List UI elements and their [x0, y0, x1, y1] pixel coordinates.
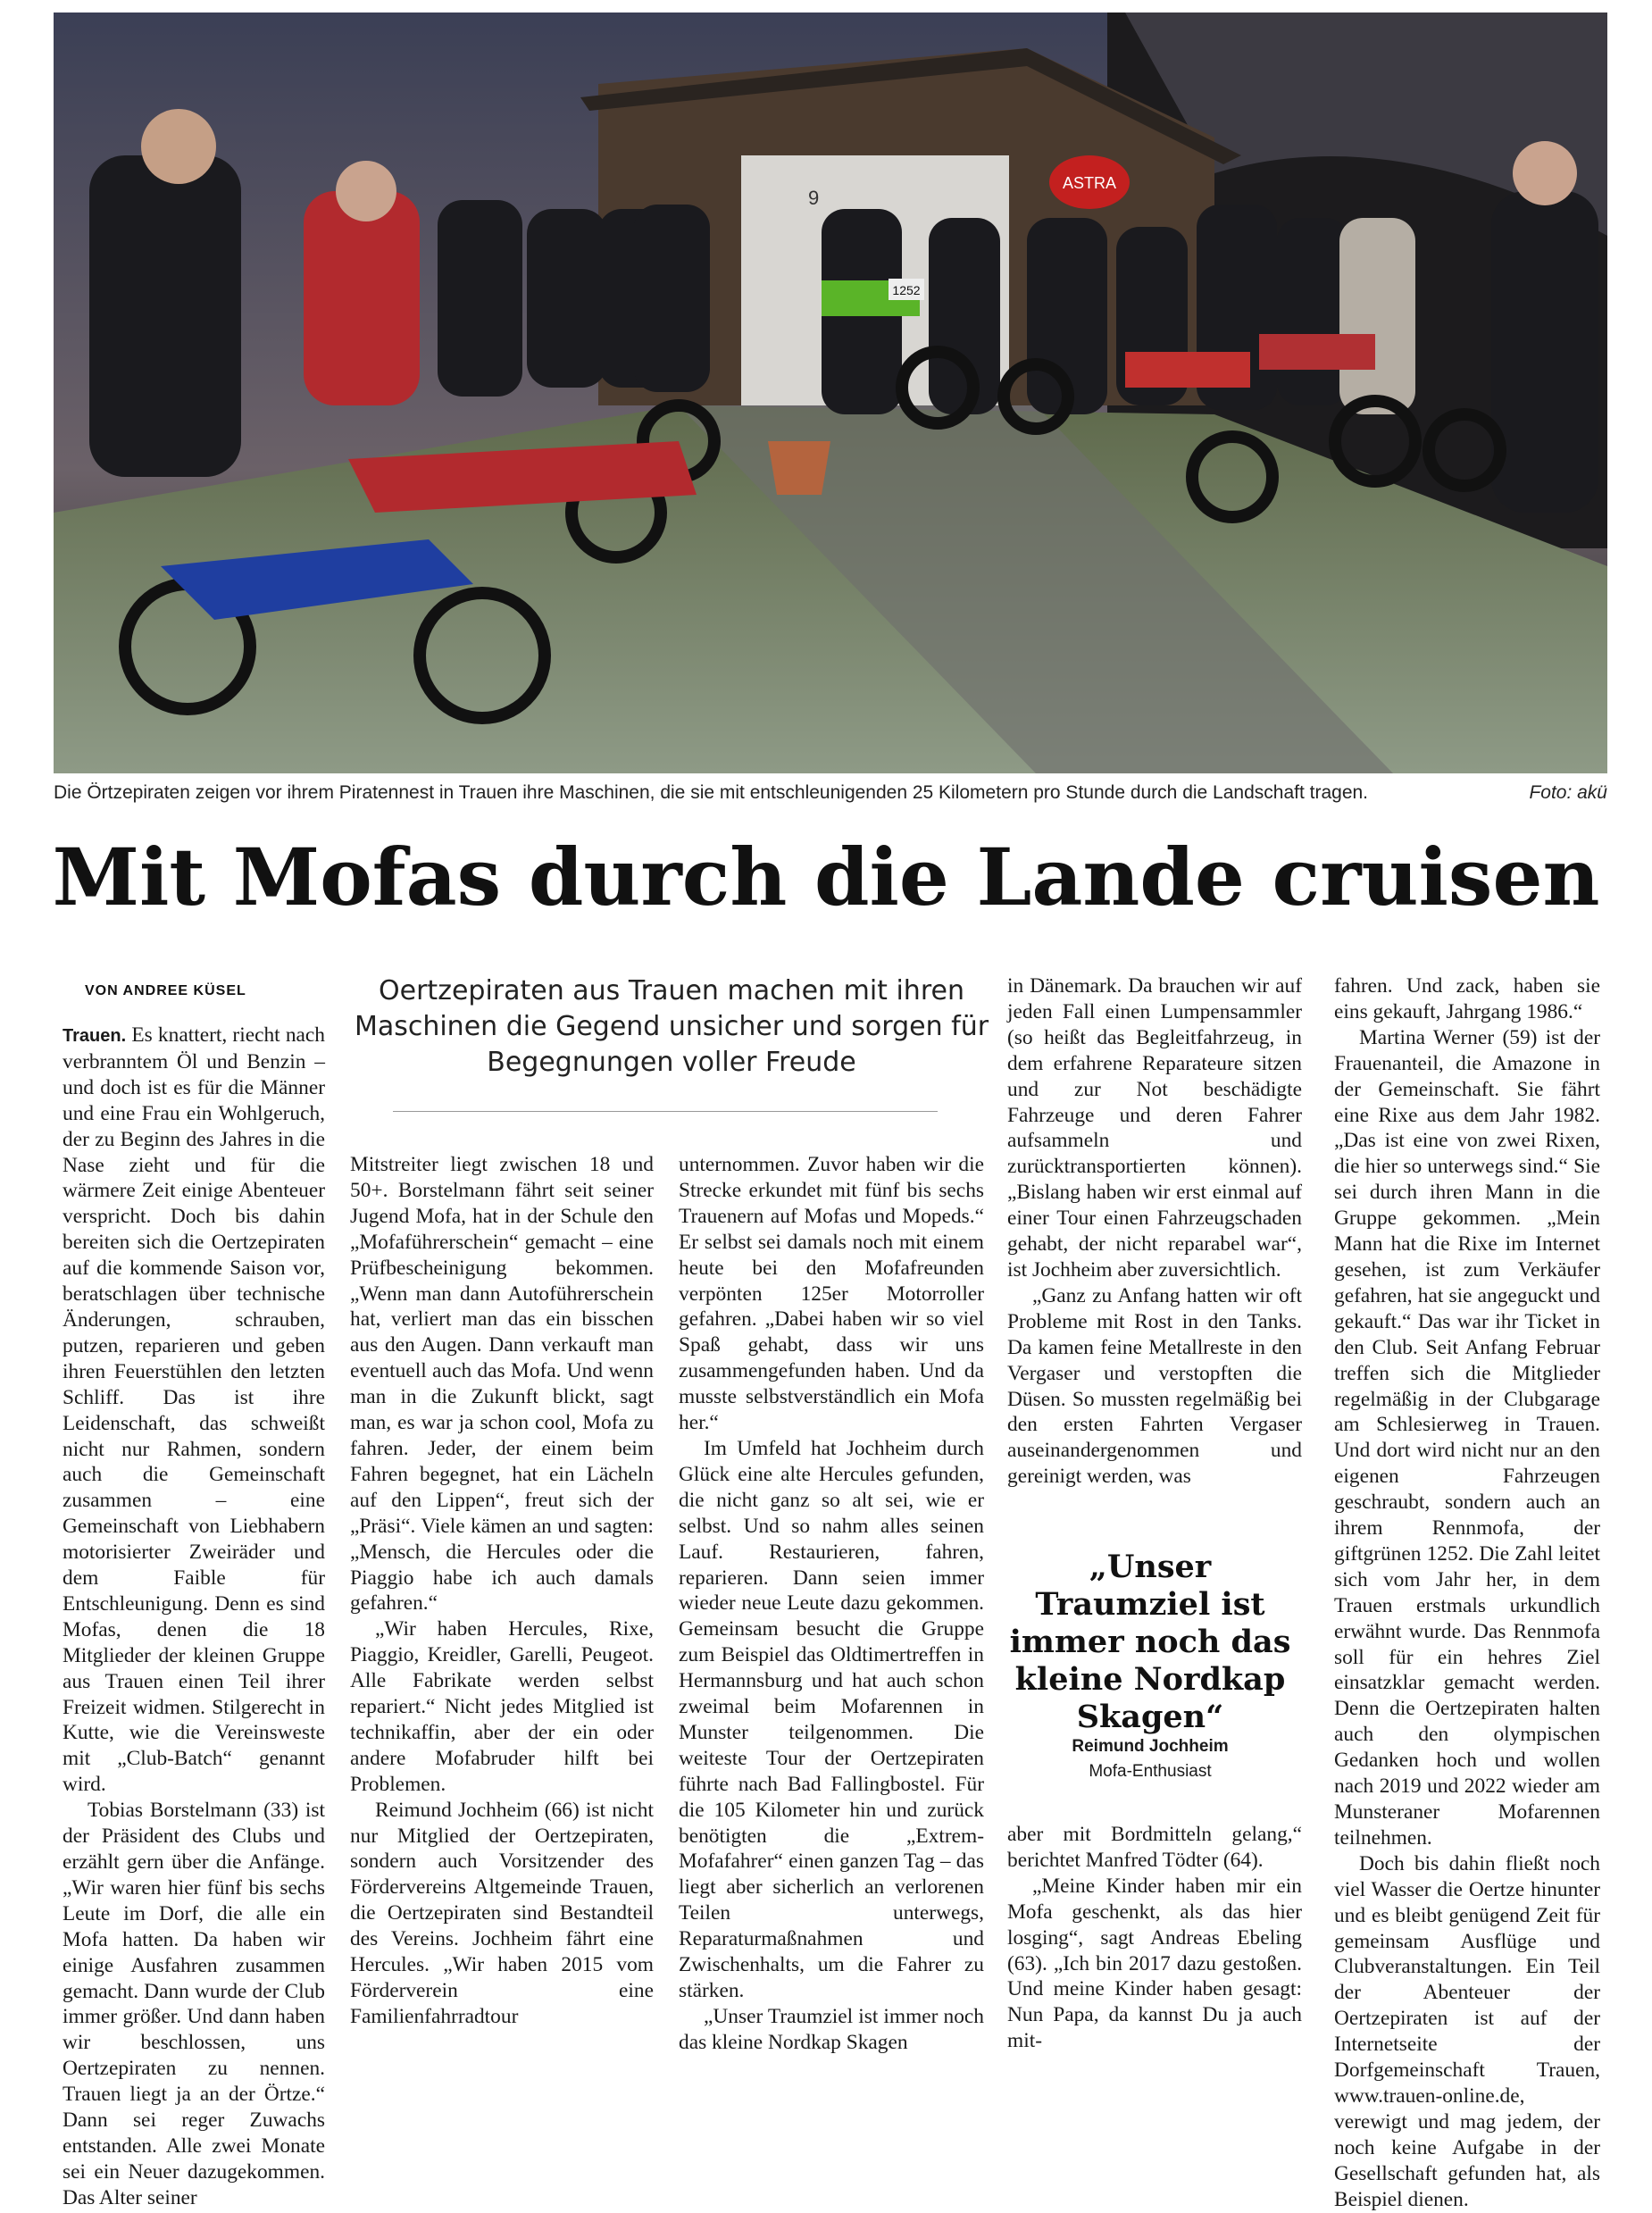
paragraph: Tobias Borstelmann (33) ist der Präsident des Clubs und erzählt gern über die Anfänge. „Wir waren hier fünf bis sechs Leute im Dorf, die alle ein Mofa hatten. Da haben wir einige Ausfahren zusammen gemacht. Dann wurde der Club immer größer. Und dann haben wir beschlossen, uns Oertzepiraten zu nennen. Trauen liegt ja an der Örtze.“ Dann sei reger Zuwachs entstanden. Alle zwei Monate sei ein Neuer dazugekommen. Das Alter seiner	[63, 1799, 325, 2209]
byline: VON ANDREE KÜSEL	[85, 983, 246, 998]
column-5	[1334, 973, 1600, 2213]
paragraph: fahren. Und zack, haben sie eins gekauft, Jahrgang 1986.“	[1334, 974, 1600, 1023]
subhead-divider	[393, 1111, 938, 1112]
pull-quote: „Unser Traumziel ist immer noch das kleine Nordkap Skagen“	[1009, 1549, 1291, 1735]
column-3	[679, 1152, 984, 2056]
paragraph: „Wir haben Hercules, Rixe, Piaggio, Kreidler, Garelli, Peugeot. Alle Fabrikate werden selbst repariert.“ Nicht jedes Mitglied ist technikaffin, aber der ein oder andere Mofabruder hilft bei Problemen.	[350, 1617, 654, 1796]
paragraph: „Ganz zu Anfang hatten wir oft Probleme mit Rost in den Tanks. Da kamen feine Metallreste in den Vergaser und verstopften die Düsen. So mussten regelmäßig bei den ersten Fahrten Vergaser auseinandergenommen und gereinigt werden, was	[1007, 1283, 1302, 1489]
paragraph: „Meine Kinder haben mir ein Mofa geschenkt, als das hier losging“, sagt Andreas Ebeling (63). „Ich bin 2017 dazu gestoßen. Und meine Kinder haben gesagt: Nun Papa, da kannst Du ja auch mit-	[1007, 1874, 1302, 2053]
paragraph: Martina Werner (59) ist der Frauenanteil, die Amazone in der Gemeinschaft. Sie fährt eine Rixe aus dem Jahr 1982. „Das ist eine von zwei Rixen, die hier so unterwegs sind.“ Sie sei durch ihren Mann in die Gruppe gekommen. „Mein Mann hat die Rixe im Internet gesehen, ist zum Verkäufer gefahren, hat sie angeguckt und gekauft.“ Das war ihr Ticket in den Club. Seit Anfang Februar treffen sich die Mitglieder regelmäßig in der Clubgarage am Schlesierweg in Trauen. Und dort wird nicht nur an den eigenen Fahrzeugen geschraubt, sondern auch an ihrem Rennmofa, der giftgrünen 1252. Die Zahl leitet sich vom Jahr her, in dem Trauen erstmals urkundlich erwähnt wurde. Das Rennmofa soll für ein hehres Ziel einsatzklar gemacht werden. Denn die Oertzepiraten halten auch den olympischen Gedanken hoch und wollen nach 2019 und 2022 wieder am Munsteraner Mofarennen teilnehmen.	[1334, 1025, 1600, 1850]
photo-image	[54, 13, 1607, 773]
column-1	[63, 1023, 325, 2211]
paragraph: Im Umfeld hat Jochheim durch Glück eine alte Hercules gefunden, die nicht ganz so alt sei, wie er selbst. Und so nahm alles seinen Lauf. Restaurieren, fahren, reparieren. Dann seien immer wieder neue Leute dazu gekommen. Gemeinsam besucht die Gruppe zum Beispiel das Oldtimertreffen in Hermannsburg und hat auch schon zweimal beim Mofarennen in Munster teilgenommen. Die weiteste Tour der Oertzepiraten führte nach Bad Fallingbostel. Für die 105 Kilometer hin und zurück benötigten die „Extrem-Mofafahrer“ einen ganzen Tag – das liegt aber sicherlich an verlorenen Teilen unterwegs, Reparaturmaßnahmen und Zwischenhalts, um die Fahrer zu stärken.	[679, 1436, 984, 2002]
astra-sign: ASTRA	[1062, 174, 1117, 192]
column-2	[350, 1152, 654, 2030]
plate-number: 1252	[892, 283, 921, 297]
photo-caption	[54, 782, 1607, 809]
paragraph: aber mit Bordmitteln gelang,“ berichtet Manfred Tödter (64).	[1007, 1823, 1302, 1872]
article-photo	[54, 13, 1607, 773]
paragraph: in Dänemark. Da brauchen wir auf jeden Fall einen Lumpensammler (so heißt das Begleitfahrzeug, in dem erfahrene Reparateure sitzen und zur Not beschädigte Fahrzeuge und deren Fahrer aufsammeln und zurücktransportierten können). „Bislang haben wir erst einmal auf einer Tour einen Fahrzeugschaden gehabt, der nicht reparabel war“, ist Jochheim aber zuversichtlich.	[1007, 974, 1302, 1282]
caption-text: Die Örtzepiraten zeigen vor ihrem Piratennest in Trauen ihre Maschinen, die sie mit entschleunigenden 25 Kilometern pro Stunde durch die Landschaft tragen.	[54, 782, 1369, 803]
subheadline: Oertzepiraten aus Trauen machen mit ihren Maschinen die Gegend unsicher und sorgen für Begegnungen voller Freude	[354, 975, 989, 1078]
door-number: 9	[808, 187, 820, 209]
column-4-continued	[1007, 1822, 1302, 2054]
paragraph: Mitstreiter liegt zwischen 18 und 50+. Borstelmann fährt seit seiner Jugend Mofa, hat in der Schule den „Mofaführerschein“ gemacht – eine Prüfbescheinigung bekommen. „Wenn man dann Autoführerschein hat, verliert man das ein bisschen aus den Augen. Dann verkauft man eventuell auch das Mofa. Und wenn man in die Zukunft blickt, sagt man, es war ja schon cool, Mofa zu fahren. Jeder, der einem beim Fahren begegnet, hat ein Lächeln auf den Lippen“, freut sich der „Präsi“. Viele kämen an und sagten: „Mensch, die Hercules oder die Piaggio habe ich auch damals gefahren.“	[350, 1153, 654, 1616]
paragraph: Trauen. Es knattert, riecht nach verbranntem Öl und Benzin – und doch ist es für die Männer und eine Frau ein Wohlgeruch, der zu Beginn des Jahres in die Nase zieht und für die wärmere Zeit einige Abenteuer verspricht. Doch bis dahin bereiten sich die Oertzepiraten auf die kommende Saison vor, beratschlagen über technische Änderungen, schrauben, putzen, reparieren und geben ihren Feuerstühlen den letzten Schliff. Das ist ihre Leidenschaft, das schweißt nicht nur Rahmen, sondern auch die Gemeinschaft zusammen – eine Gemeinschaft von Liebhabern motorisierter Zweiräder und dem Faible für Entschleunigung. Denn es sind Mofas, denen die 18 Mitglieder der kleinen Gruppe aus Trauen einen Teil ihrer Freizeit widmen. Stilgerecht in Kutte, wie die Vereinsweste mit „Club-Batch“ genannt wird.	[63, 1023, 325, 1797]
paragraph: Reimund Jochheim (66) ist nicht nur Mitglied der Oertzepiraten, sondern auch Vorsitzender des Fördervereins Altgemeinde Trauen, die Oertzepiraten sind Bestandteil des Vereins. Jochheim fährt eine Hercules. „Wir haben 2015 vom Förderverein eine Familienfahrradtour	[350, 1798, 654, 2028]
photo-credit: Foto: akü	[1529, 782, 1607, 803]
quote-author: Reimund Jochheim	[1072, 1737, 1229, 1756]
paragraph: „Unser Traumziel ist immer noch das kleine Nordkap Skagen	[679, 2004, 984, 2054]
paragraph: unternommen. Zuvor haben wir die Strecke erkundet mit fünf bis sechs Trauenern auf Mofas und Mopeds.“ Er selbst sei damals noch mit einem heute bei den Mofafreunden verpönten 125er Motorroller gefahren. „Dabei haben wir so viel Spaß gehabt, dass wir uns zusammengefunden haben. Und da musste selbstverständlich ein Mofa her.“	[679, 1153, 984, 1435]
dateline: Trauen.	[63, 1026, 127, 1046]
paragraph: Doch bis dahin fließt noch viel Wasser die Oertze hinunter und es bleibt genügend Zeit für gemeinsam Ausflüge und Clubveranstaltungen. Ein Teil der Abenteuer der Oertzepiraten ist auf der Internetseite der Dorfgemeinschaft Trauen, www.trauen-online.de, verewigt und mag jedem, der noch keine Aufgabe in der Gesellschaft gefunden hat, als Beispiel dienen.	[1334, 1851, 1600, 2211]
headline: Mit Mofas durch die Lande cruisen	[52, 831, 1600, 923]
quote-role: Mofa-Enthusiast	[1089, 1762, 1212, 1781]
column-4	[1007, 973, 1302, 1490]
